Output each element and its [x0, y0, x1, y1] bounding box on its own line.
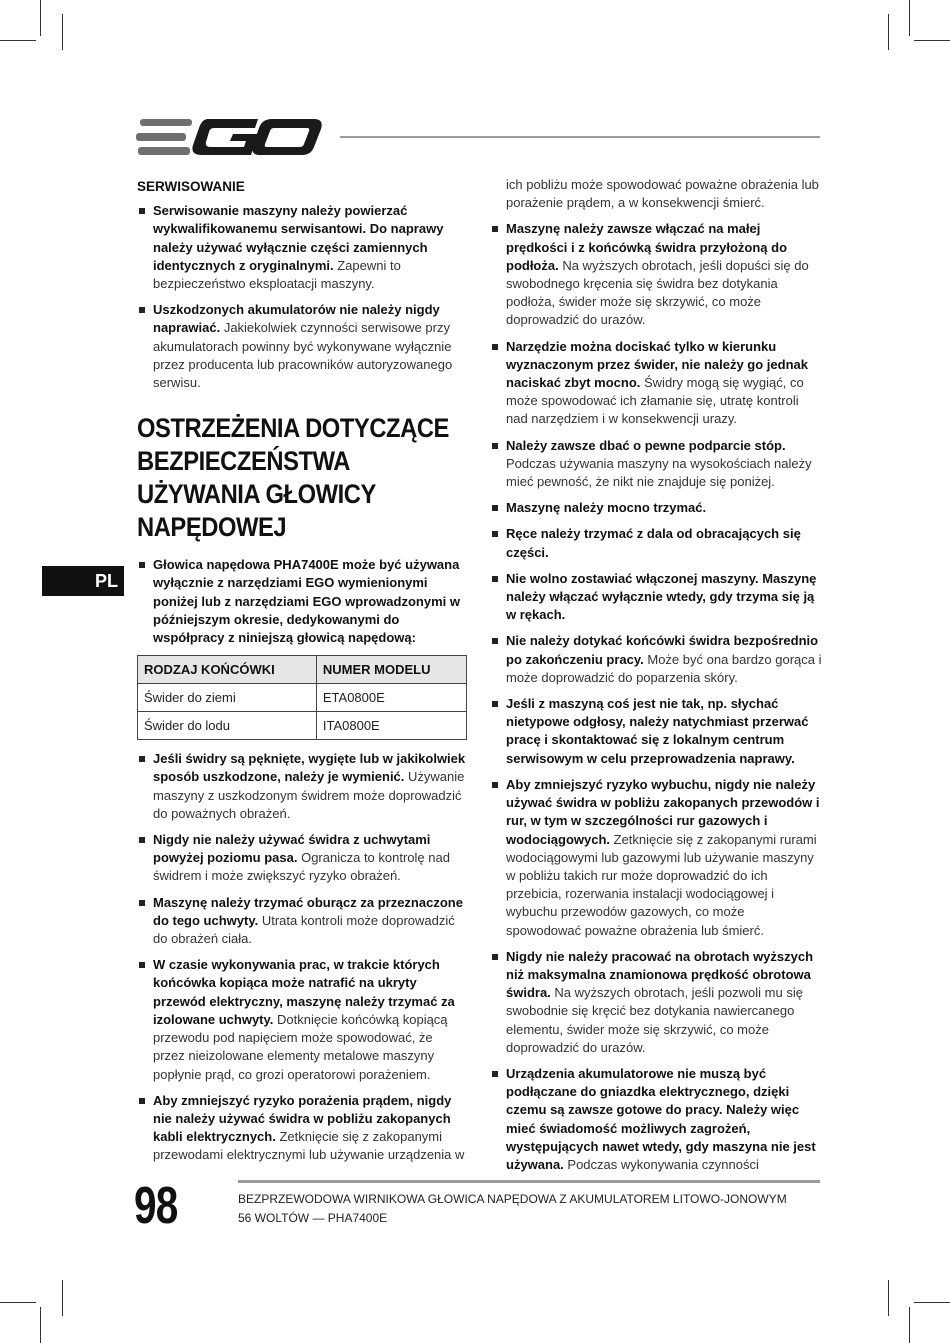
list-item: [137, 1092, 467, 1165]
list-item: [137, 750, 467, 823]
table-row: [138, 684, 467, 712]
body-text: Zetknięcie się z zakopanymi przewodami elektrycznymi lub używanie urządzenia w: [153, 1129, 465, 1163]
list-item: [490, 695, 822, 768]
intro-list: [137, 556, 467, 647]
bold-text: W czasie wykonywania prac, w trakcie których końcówka kopiąca może natrafić na ukryty przewód elektryczny, maszynę należy trzymać za izolowane uchwyty.: [153, 957, 455, 1027]
bold-text: Maszynę należy mocno trzymać.: [506, 500, 707, 516]
body-text: Podczas używania maszyny na wysokościach należy mieć pewność, że nikt nie znajduje się poniżej.: [506, 455, 812, 490]
list-item: [490, 570, 822, 625]
crop-mark: [62, 1280, 63, 1316]
table-cell: Świder do lodu: [138, 712, 317, 740]
service-list: [137, 202, 467, 392]
body-text: Może być ona bardzo gorąca i może doprowadzić do poparzenia skóry.: [506, 651, 822, 685]
bold-text: Głowica napędowa PHA7400E może być używana wyłącznie z narzędziami EGO wymienionymi poniżej lub z narzędziami EGO wprowadzonymi w późniejszym okresie, dedykowanymi do współpracy z niniejszą głowicą napędową:: [153, 557, 460, 646]
crop-mark: [0, 1302, 36, 1303]
list-item: [137, 894, 467, 949]
bold-text: Jeśli z maszyną coś jest nie tak, np. słychać nietypowe odgłosy, należy natychmiast przerwać pracę i skontaktować się z lokalnym centrum serwisowym w celu przeprowadzenia naprawy.: [506, 696, 809, 766]
footer-line-product: BEZPRZEWODOWA WIRNIKOWA GŁOWICA NAPĘDOWA Z AKUMULATOREM LITOWO-JONOWYM: [238, 1192, 787, 1206]
footer-text: [238, 1190, 818, 1228]
bold-text: Ręce należy trzymać z dala od obracających się części.: [506, 526, 801, 560]
right-warning-list: [490, 220, 822, 1174]
list-item: [137, 556, 467, 647]
list-item: [490, 338, 822, 429]
list-item: [490, 499, 822, 517]
bold-text: Serwisowanie maszyny należy powierzać wykwalifikowanemu serwisantowi. Do naprawy należy używać wyłącznie części zamiennych identycznych z oryginalnymi.: [153, 203, 444, 273]
body-text: Utrata kontroli może doprowadzić do obrażeń ciała.: [153, 912, 455, 947]
crop-mark: [914, 1302, 950, 1303]
bold-text: Należy zawsze dbać o pewne podparcie stóp.: [506, 437, 786, 453]
footer-rule: [238, 1180, 820, 1183]
warning-list: [137, 750, 467, 1164]
bold-text: Maszynę należy trzymać oburącz za przeznaczone do tego uchwyty.: [153, 894, 463, 928]
model-table: [137, 655, 467, 740]
left-column: [137, 176, 467, 1173]
crop-mark: [40, 0, 41, 36]
safety-heading: OSTRZEŻENIA DOTYCZĄCE BEZPIECZEŃSTWA UŻYWANIA GŁOWICY NAPĘDOWEJ: [137, 413, 449, 543]
column-header: NUMER MODELU: [316, 656, 466, 684]
body-text: Jakiekolwiek czynności serwisowe przy akumulatorach powinny być wykonywane wyłącznie przez producenta lub pracowników autoryzowanego serwisu.: [153, 320, 453, 391]
list-item: [137, 956, 467, 1083]
page-number: 98: [134, 1177, 178, 1235]
list-item: [490, 1065, 822, 1174]
table-header-row: [138, 656, 467, 684]
list-item: [490, 525, 822, 561]
list-item: [490, 220, 822, 329]
table-cell: ETA0800E: [316, 684, 466, 712]
list-item: [490, 632, 822, 687]
body-text: Na wyższych obrotach, jeśli pozwoli mu się swobodnie się kręcić bez dotykania nawiercanego elementu, świder może się skrzywić, co może doprowadzić do urazów.: [506, 985, 803, 1055]
crop-mark: [0, 40, 36, 41]
list-item: [490, 437, 822, 492]
body-text: Zetknięcie się z zakopanymi rurami wodociągowymi lub gazowymi lub używanie maszyny w pobliżu takich rur może doprowadzić do ich przebicia, rozerwania instalacji wodociągowej i wybuchu przewodów gazowych, co może spowodować poważne obrażenia lub śmierć.: [506, 831, 817, 938]
bold-text: Nie należy dotykać końcówki świdra bezpośrednio po zakończeniu pracy.: [506, 633, 819, 667]
bold-text: Urządzenia akumulatorowe nie muszą być podłączane do gniazdka elektrycznego, dzięki czemu są zawsze gotowe do pracy. Należy więc mieć świadomość możliwych zagrożeń, występujących nawet wtedy, gdy maszyna nie jest używana.: [506, 1065, 816, 1172]
crop-mark: [909, 0, 910, 36]
header-rule: [340, 136, 820, 138]
column-header: RODZAJ KOŃCÓWKI: [138, 656, 317, 684]
continuation-text: ich pobliżu może spowodować poważne obrażenia lub porażenie prądem, a w konsekwencji śmierć.: [506, 177, 819, 211]
crop-mark: [914, 40, 950, 41]
crop-mark: [909, 1307, 910, 1343]
bold-text: Narzędzie można dociskać tylko w kierunku wyznaczonym przez świder, nie należy go jednak naciskać zbyt mocno.: [506, 338, 808, 391]
list-item: [137, 301, 467, 392]
crop-mark: [888, 1280, 889, 1316]
footer-line-model: 56 WOLTÓW — PHA7400E: [238, 1211, 388, 1225]
crop-mark: [62, 14, 63, 50]
ego-logo: [136, 116, 322, 158]
list-item: [137, 202, 467, 293]
table-row: [138, 712, 467, 740]
bold-text: Nie wolno zostawiać włączonej maszyny. Maszynę należy włączać wyłącznie wtedy, gdy trzyma się ją w rękach.: [506, 570, 817, 623]
section-label-servicing: SERWISOWANIE: [137, 179, 245, 194]
body-text: Na wyższych obrotach, jeśli dopuści się do swobodnego kręcenia się świdra bez dotykania podłoża, świder może się skrzywić, co może doprowadzić do urazów.: [506, 257, 809, 328]
body-text: Ogranicza to kontrolę nad świdrem i może zwiększyć ryzyko obrażeń.: [153, 850, 450, 884]
body-text: Dotknięcie końcówką kopiącą przewodu pod napięciem może spowodować, że przez nieizolowane elementy metalowe maszyny popłynie prąd, co grozi operatorowi porażeniem.: [153, 1011, 448, 1082]
bold-text: Nigdy nie należy używać świdra z uchwytami powyżej poziomu pasa.: [153, 832, 431, 866]
body-text: Zapewni to bezpieczeństwo eksploatacji maszyny.: [153, 257, 401, 292]
bold-text: Nigdy nie należy pracować na obrotach wyższych niż maksymalna znamionowa prędkość obrotowa świdra.: [506, 948, 814, 1001]
crop-mark: [40, 1307, 41, 1343]
bold-text: Aby zmniejszyć ryzyko wybuchu, nigdy nie należy używać świdra w pobliżu zakopanych przewodów i rur, w tym w szczególności rur gazowych i wodociągowych.: [506, 776, 820, 847]
list-item: [490, 776, 822, 940]
table-cell: Świder do ziemi: [138, 684, 317, 712]
list-item: [137, 831, 467, 886]
bold-text: Aby zmniejszyć ryzyko porażenia prądem, nigdy nie należy używać świdra w pobliżu zakopanych kabli elektrycznych.: [153, 1092, 452, 1145]
crop-mark: [888, 14, 889, 50]
bold-text: Jeśli świdry są pęknięte, wygięte lub w jakikolwiek sposób uszkodzone, należy je wymienić.: [153, 751, 466, 785]
list-item: [490, 948, 822, 1057]
body-text: Świdry mogą się wygiąć, co może spowodować ich złamanie się, utratę kontroli nad narzędziem i w konsekwencji urazy.: [506, 375, 804, 427]
bold-text: Maszynę należy zawsze włączać na małej prędkości i z końcówką świdra przyłożoną do podłoża.: [506, 221, 788, 273]
right-column: [490, 176, 822, 1182]
body-text: Używanie maszyny z uszkodzonym świdrem może doprowadzić do poważnych obrażeń.: [153, 769, 465, 821]
bold-text: Uszkodzonych akumulatorów nie należy nigdy naprawiać.: [153, 302, 440, 336]
language-tab: PL: [42, 566, 124, 596]
body-text: Podczas wykonywania czynności: [563, 1156, 759, 1172]
table-cell: ITA0800E: [316, 712, 466, 740]
